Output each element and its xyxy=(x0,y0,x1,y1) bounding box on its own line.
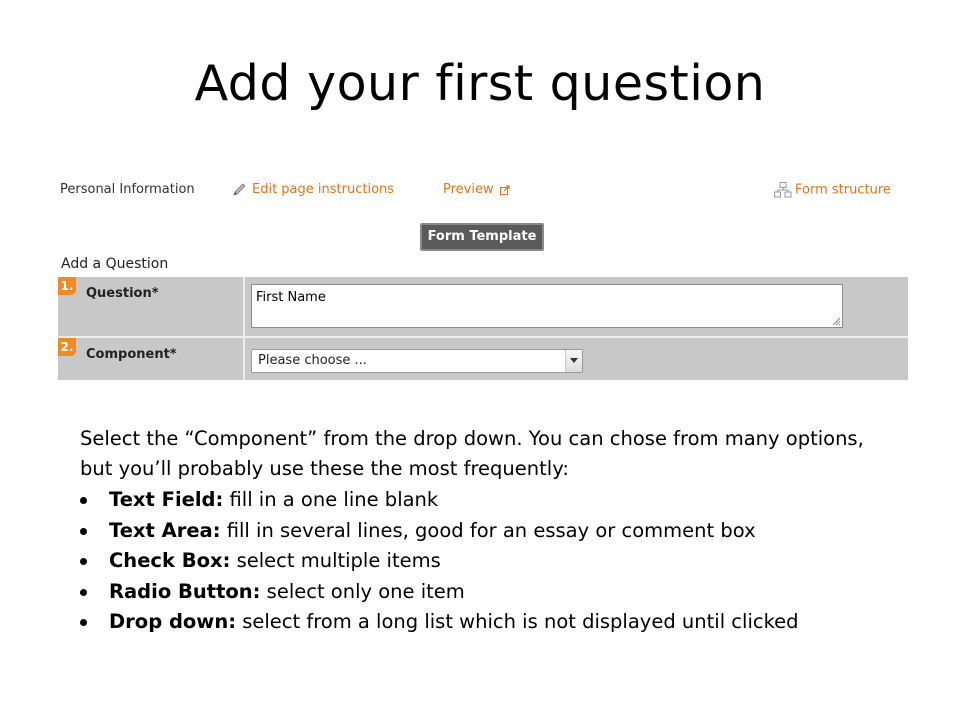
question-input[interactable] xyxy=(251,284,843,328)
form-template-button[interactable]: Form Template xyxy=(420,223,544,251)
bullet-icon xyxy=(80,558,87,565)
instruction-text xyxy=(80,424,880,638)
item-description: select from a long list which is not displayed until clicked xyxy=(236,610,799,633)
step-1-badge: 1. xyxy=(58,277,76,295)
component-types-list xyxy=(80,485,880,638)
item-description: fill in several lines, good for an essay or comment box xyxy=(220,518,756,542)
item-description: select multiple items xyxy=(230,549,441,572)
item-description: select only one item xyxy=(260,579,465,603)
list-item xyxy=(80,516,880,547)
component-select[interactable] xyxy=(251,349,583,373)
preview-link-label: Preview xyxy=(443,182,494,197)
resize-grip-icon[interactable] xyxy=(831,316,841,326)
bullet-icon xyxy=(80,589,87,596)
form-structure-label: Form structure xyxy=(795,182,891,198)
select-arrow[interactable] xyxy=(565,350,582,372)
row-divider xyxy=(58,336,908,338)
component-label: Component* xyxy=(86,347,177,362)
form-toolbar xyxy=(58,181,908,201)
column-divider xyxy=(243,277,245,380)
external-link-icon xyxy=(500,185,510,195)
question-form-table xyxy=(58,277,908,380)
chevron-down-icon xyxy=(570,358,578,363)
item-term: Text Field: xyxy=(109,488,224,511)
intro-paragraph: Select the “Component” from the drop down. You can chose from many options, but you’ll probably use these the most frequently: xyxy=(80,427,864,480)
item-term: Radio Button: xyxy=(109,579,261,603)
slide-title: Add your first question xyxy=(194,55,766,112)
item-term: Drop down: xyxy=(109,610,236,633)
step-2-badge: 2. xyxy=(58,338,76,356)
list-item xyxy=(80,546,880,577)
form-structure-link[interactable] xyxy=(774,182,891,198)
preview-link[interactable] xyxy=(443,182,510,197)
component-select-value: Please choose ... xyxy=(258,353,367,368)
bullet-icon xyxy=(80,619,87,626)
add-question-heading: Add a Question xyxy=(61,256,169,272)
page-name: Personal Information xyxy=(60,182,195,197)
edit-page-instructions-link[interactable] xyxy=(232,182,394,197)
item-term: Text Area: xyxy=(109,518,221,542)
item-term: Check Box: xyxy=(109,549,231,572)
item-description: fill in a one line blank xyxy=(223,488,439,511)
list-item xyxy=(80,607,880,638)
form-builder-panel xyxy=(58,174,908,384)
list-item xyxy=(80,485,880,516)
edit-link-label: Edit page instructions xyxy=(252,182,395,197)
form-structure-icon xyxy=(774,182,792,198)
question-label: Question* xyxy=(86,286,159,301)
pencil-icon xyxy=(232,183,248,197)
bullet-icon xyxy=(80,497,87,504)
list-item xyxy=(80,577,880,608)
bullet-icon xyxy=(80,528,87,535)
